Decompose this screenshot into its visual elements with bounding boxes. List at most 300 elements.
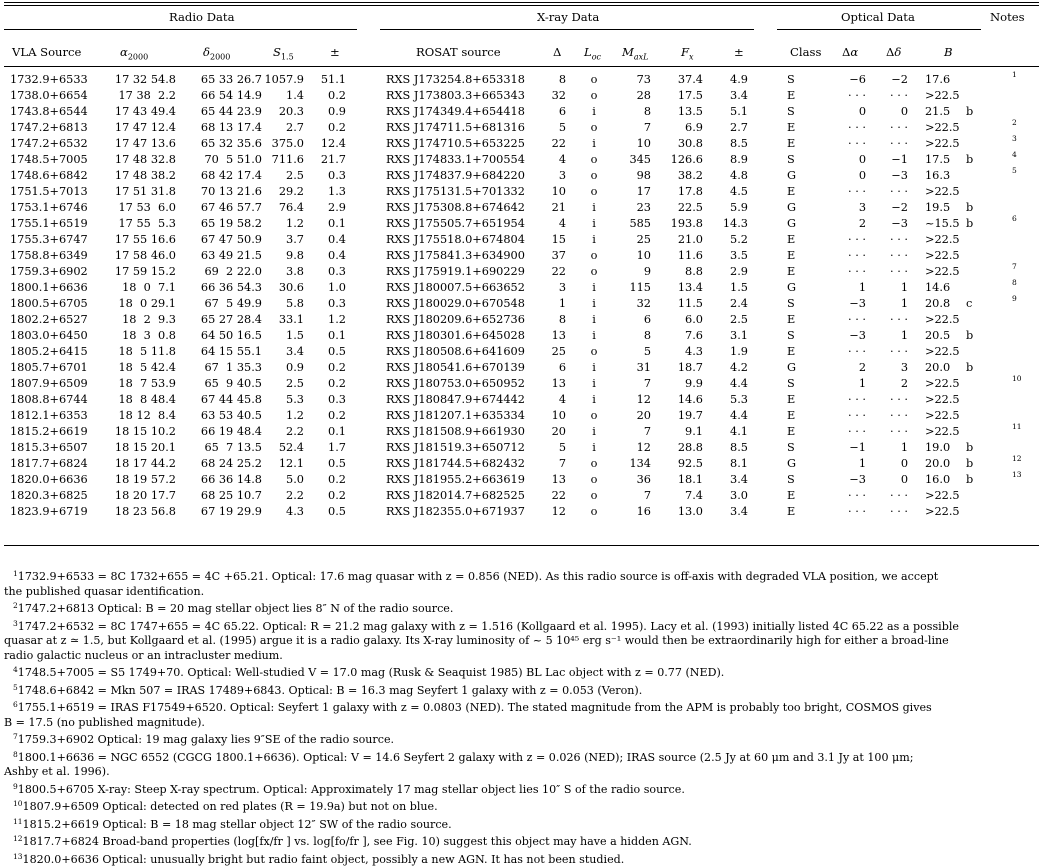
dec: 65 7 13.5 <box>190 441 262 454</box>
d-alpha: · · · <box>838 185 866 198</box>
top-rule <box>4 2 1039 3</box>
fx: 4.3 <box>665 345 703 358</box>
offset: 3 <box>548 281 566 294</box>
loc: i <box>584 425 604 438</box>
d-alpha: −1 <box>838 441 866 454</box>
note-marker: 1 <box>1012 70 1017 79</box>
class: S <box>787 441 807 454</box>
b-mag: >22.5 <box>925 409 963 422</box>
dec: 64 50 16.5 <box>190 329 262 342</box>
class: S <box>787 105 807 118</box>
class: E <box>787 313 807 326</box>
fx-err: 8.5 <box>720 137 748 150</box>
loc: o <box>584 473 604 486</box>
flux-err: 1.0 <box>312 281 346 294</box>
class: E <box>787 505 807 518</box>
d-delta: · · · <box>880 393 908 406</box>
maxl: 25 <box>615 233 651 246</box>
class: E <box>787 249 807 262</box>
flag: b <box>966 105 978 118</box>
loc: o <box>584 249 604 262</box>
class: G <box>787 281 807 294</box>
ra: 17 58 46.0 <box>104 249 176 262</box>
dec: 67 1 35.3 <box>190 361 262 374</box>
offset: 21 <box>548 201 566 214</box>
maxl: 7 <box>615 121 651 134</box>
col-fx: $F_x$ <box>681 45 694 61</box>
b-mag: >22.5 <box>925 377 963 390</box>
fx-err: 3.4 <box>720 89 748 102</box>
fx: 13.0 <box>665 505 703 518</box>
d-alpha: 1 <box>838 457 866 470</box>
footnote: $^{11}$1815.2+6619 Optical: B = 18 mag stellar object 12″ SW of the radio source. <box>4 815 1039 833</box>
dec: 65 32 35.6 <box>190 137 262 150</box>
rosat-source: RXS J180847.9+674442 <box>386 393 536 406</box>
class: S <box>787 73 807 86</box>
rosat-source: RXS J173254.8+653318 <box>386 73 536 86</box>
fx: 28.8 <box>665 441 703 454</box>
rosat-source: RXS J174710.5+653225 <box>386 137 536 150</box>
class: S <box>787 377 807 390</box>
ra: 18 7 53.9 <box>104 377 176 390</box>
col-Delta: Δ <box>553 45 561 59</box>
ra: 18 20 17.7 <box>104 489 176 502</box>
flux-err: 0.1 <box>312 425 346 438</box>
rosat-source: RXS J180541.6+670139 <box>386 361 536 374</box>
rosat-source: RXS J180029.0+670548 <box>386 297 536 310</box>
vla-source: 1732.9+6533 <box>10 73 90 86</box>
d-delta: · · · <box>880 121 908 134</box>
footnote: $^{12}$1817.7+6824 Broad-band properties (log[fx/fr ] vs. log[fo/fr ], see Fig. 10) suggest this object may have a hidden AGN. <box>4 832 1039 850</box>
flux: 711.6 <box>262 153 304 166</box>
fx-err: 3.0 <box>720 489 748 502</box>
vla-source: 1817.7+6824 <box>10 457 90 470</box>
flux: 1.4 <box>262 89 304 102</box>
vla-source: 1808.8+6744 <box>10 393 90 406</box>
class: G <box>787 361 807 374</box>
maxl: 16 <box>615 505 651 518</box>
group-xray: X-ray Data <box>537 10 599 24</box>
note-marker: 9 <box>1012 294 1017 303</box>
d-alpha: 2 <box>838 361 866 374</box>
flag: b <box>966 153 978 166</box>
flux: 52.4 <box>262 441 304 454</box>
flux: 5.3 <box>262 393 304 406</box>
d-delta: · · · <box>880 505 908 518</box>
flux-err: 0.4 <box>312 249 346 262</box>
ra: 18 23 56.8 <box>104 505 176 518</box>
dec: 70 5 51.0 <box>190 153 262 166</box>
note-marker: 3 <box>1012 134 1017 143</box>
offset: 13 <box>548 473 566 486</box>
dec: 64 15 55.1 <box>190 345 262 358</box>
class: E <box>787 89 807 102</box>
maxl: 8 <box>615 105 651 118</box>
d-alpha: 3 <box>838 201 866 214</box>
class: E <box>787 137 807 150</box>
b-mag: 21.5 <box>925 105 963 118</box>
b-mag: >22.5 <box>925 265 963 278</box>
flux-err: 21.7 <box>312 153 346 166</box>
flux: 5.0 <box>262 473 304 486</box>
flux-err: 0.3 <box>312 169 346 182</box>
footnote: $^9$1800.5+6705 X-ray: Steep X-ray spectrum. Optical: Approximately 17 mag stellar object lies 10″ S of the radio source. <box>4 780 1039 798</box>
ra: 17 43 49.4 <box>104 105 176 118</box>
d-delta: 1 <box>880 441 908 454</box>
ra: 18 0 7.1 <box>104 281 176 294</box>
dec: 67 46 57.7 <box>190 201 262 214</box>
class: S <box>787 473 807 486</box>
b-mag: >22.5 <box>925 505 963 518</box>
ra: 17 55 5.3 <box>104 217 176 230</box>
flux: 4.3 <box>262 505 304 518</box>
fx: 6.0 <box>665 313 703 326</box>
dec: 63 49 21.5 <box>190 249 262 262</box>
footnote: $^8$1800.1+6636 = NGC 6552 (CGCG 1800.1+6636). Optical: V = 14.6 Seyfert 2 galaxy with z = 0.026 (NED); IRAS source (2.5 Jy at 60 μm and 3.1 Jy at 100 μm; <box>4 748 1039 766</box>
vla-source: 1815.2+6619 <box>10 425 90 438</box>
flag: b <box>966 361 978 374</box>
dec: 70 13 21.6 <box>190 185 262 198</box>
flux-err: 0.2 <box>312 489 346 502</box>
flux-err: 0.3 <box>312 297 346 310</box>
col-pm1: ± <box>330 45 340 59</box>
d-delta: 0 <box>880 457 908 470</box>
note-marker: 6 <box>1012 214 1017 223</box>
d-delta: −3 <box>880 169 908 182</box>
dec: 66 36 14.8 <box>190 473 262 486</box>
loc: o <box>584 409 604 422</box>
d-delta: −1 <box>880 153 908 166</box>
fx: 11.5 <box>665 297 703 310</box>
fx-err: 5.1 <box>720 105 748 118</box>
fx: 18.7 <box>665 361 703 374</box>
ra: 18 2 9.3 <box>104 313 176 326</box>
loc: i <box>584 377 604 390</box>
loc: i <box>584 313 604 326</box>
fx-err: 5.2 <box>720 233 748 246</box>
flux: 29.2 <box>262 185 304 198</box>
fx-err: 2.5 <box>720 313 748 326</box>
flux: 33.1 <box>262 313 304 326</box>
fx-err: 3.4 <box>720 473 748 486</box>
ra: 18 5 11.8 <box>104 345 176 358</box>
dec: 66 54 14.9 <box>190 89 262 102</box>
maxl: 7 <box>615 377 651 390</box>
fx-err: 4.5 <box>720 185 748 198</box>
flux: 9.8 <box>262 249 304 262</box>
vla-source: 1805.2+6415 <box>10 345 90 358</box>
d-delta: 0 <box>880 105 908 118</box>
fx-err: 2.7 <box>720 121 748 134</box>
b-mag: >22.5 <box>925 89 963 102</box>
maxl: 98 <box>615 169 651 182</box>
d-alpha: 0 <box>838 169 866 182</box>
d-alpha: −6 <box>838 73 866 86</box>
loc: i <box>584 105 604 118</box>
group-radio-line <box>4 29 357 30</box>
d-alpha: −3 <box>838 473 866 486</box>
flag: b <box>966 473 978 486</box>
flux: 3.8 <box>262 265 304 278</box>
flux: 0.9 <box>262 361 304 374</box>
col-da: Δα <box>842 45 858 59</box>
d-delta: · · · <box>880 233 908 246</box>
footnotes <box>4 567 1039 867</box>
b-mag: 16.3 <box>925 169 963 182</box>
rosat-source: RXS J175505.7+651954 <box>386 217 536 230</box>
b-mag: >22.5 <box>925 249 963 262</box>
ra: 17 38 2.2 <box>104 89 176 102</box>
d-delta: 1 <box>880 281 908 294</box>
flux: 2.5 <box>262 169 304 182</box>
fx-err: 4.4 <box>720 409 748 422</box>
offset: 6 <box>548 361 566 374</box>
fx-err: 4.2 <box>720 361 748 374</box>
maxl: 23 <box>615 201 651 214</box>
vla-source: 1807.9+6509 <box>10 377 90 390</box>
flux-err: 0.5 <box>312 505 346 518</box>
flux-err: 0.5 <box>312 457 346 470</box>
loc: i <box>584 329 604 342</box>
vla-source: 1747.2+6813 <box>10 121 90 134</box>
fx: 30.8 <box>665 137 703 150</box>
d-alpha: · · · <box>838 409 866 422</box>
b-mag: 17.6 <box>925 73 963 86</box>
dec: 68 13 17.4 <box>190 121 262 134</box>
maxl: 31 <box>615 361 651 374</box>
group-xray-line <box>380 29 754 30</box>
offset: 6 <box>548 105 566 118</box>
ra: 17 55 16.6 <box>104 233 176 246</box>
flux-err: 0.2 <box>312 121 346 134</box>
dec: 68 42 17.4 <box>190 169 262 182</box>
offset: 10 <box>548 185 566 198</box>
maxl: 12 <box>615 393 651 406</box>
ra: 18 19 57.2 <box>104 473 176 486</box>
offset: 1 <box>548 297 566 310</box>
class: E <box>787 393 807 406</box>
flux-err: 0.1 <box>312 217 346 230</box>
dec: 65 27 28.4 <box>190 313 262 326</box>
d-delta: 1 <box>880 297 908 310</box>
note-marker: 7 <box>1012 262 1017 271</box>
vla-source: 1755.3+6747 <box>10 233 90 246</box>
d-delta: 1 <box>880 329 908 342</box>
d-delta: · · · <box>880 137 908 150</box>
rosat-source: RXS J181744.5+682432 <box>386 457 536 470</box>
footnote-continuation: the published quasar identification. <box>4 585 1039 600</box>
ra: 17 53 6.0 <box>104 201 176 214</box>
vla-source: 1738.0+6654 <box>10 89 90 102</box>
vla-source: 1753.1+6746 <box>10 201 90 214</box>
rosat-source: RXS J182355.0+671937 <box>386 505 536 518</box>
flux: 2.5 <box>262 377 304 390</box>
flux-err: 2.9 <box>312 201 346 214</box>
flux: 1.5 <box>262 329 304 342</box>
class: G <box>787 169 807 182</box>
d-alpha: 0 <box>838 105 866 118</box>
flux-err: 0.2 <box>312 409 346 422</box>
flux: 1.2 <box>262 217 304 230</box>
fx: 37.4 <box>665 73 703 86</box>
fx-err: 4.1 <box>720 425 748 438</box>
col-vla: VLA Source <box>12 45 81 59</box>
loc: o <box>584 121 604 134</box>
b-mag: 19.0 <box>925 441 963 454</box>
ra: 18 17 44.2 <box>104 457 176 470</box>
dec: 67 5 49.9 <box>190 297 262 310</box>
rosat-source: RXS J181955.2+663619 <box>386 473 536 486</box>
d-alpha: · · · <box>838 345 866 358</box>
rosat-source: RXS J175919.1+690229 <box>386 265 536 278</box>
footnote-continuation: quasar at z ≃ 1.5, but Kollgaard et al. (1995) argue it is a radio galaxy. Its X-ray luminosity of ~ 5 10⁴⁵ erg s⁻¹ would then be extraordinarily high for either a broad-line <box>4 634 1039 649</box>
d-delta: −2 <box>880 201 908 214</box>
footnote: $^2$1747.2+6813 Optical: B = 20 mag stellar object lies 8″ N of the radio source. <box>4 599 1039 617</box>
d-alpha: 0 <box>838 153 866 166</box>
flux-err: 0.9 <box>312 105 346 118</box>
b-mag: >22.5 <box>925 137 963 150</box>
d-delta: · · · <box>880 89 908 102</box>
col-delta: $\delta_{2000}$ <box>203 45 230 61</box>
footnote-continuation: radio galactic nucleus or an intracluster medium. <box>4 649 1039 664</box>
rosat-source: RXS J174711.5+681316 <box>386 121 536 134</box>
footnote: $^1$1732.9+6533 = 8C 1732+655 = 4C +65.21. Optical: 17.6 mag quasar with z = 0.856 (NED). As this radio source is off-axis with degraded VLA position, we accept <box>4 567 1039 585</box>
b-mag: 20.8 <box>925 297 963 310</box>
col-rosat: ROSAT source <box>416 45 501 59</box>
offset: 20 <box>548 425 566 438</box>
rosat-source: RXS J181207.1+635334 <box>386 409 536 422</box>
note-marker: 5 <box>1012 166 1017 175</box>
vla-source: 1743.8+6544 <box>10 105 90 118</box>
ra: 18 3 0.8 <box>104 329 176 342</box>
rosat-source: RXS J181519.3+650712 <box>386 441 536 454</box>
fx-err: 5.9 <box>720 201 748 214</box>
dec: 69 2 22.0 <box>190 265 262 278</box>
col-dd: Δδ <box>886 45 901 59</box>
flux: 3.4 <box>262 345 304 358</box>
d-alpha: · · · <box>838 425 866 438</box>
fx-err: 8.1 <box>720 457 748 470</box>
class: E <box>787 265 807 278</box>
maxl: 6 <box>615 313 651 326</box>
footnote-continuation: B = 17.5 (no published magnitude). <box>4 716 1039 731</box>
flux-err: 0.1 <box>312 329 346 342</box>
ra: 17 59 15.2 <box>104 265 176 278</box>
rosat-source: RXS J180508.6+641609 <box>386 345 536 358</box>
fx: 193.8 <box>665 217 703 230</box>
fx-err: 3.5 <box>720 249 748 262</box>
b-mag: >22.5 <box>925 121 963 134</box>
flux-err: 0.3 <box>312 265 346 278</box>
rosat-source: RXS J175308.8+674642 <box>386 201 536 214</box>
maxl: 134 <box>615 457 651 470</box>
ra: 17 48 38.2 <box>104 169 176 182</box>
d-delta: · · · <box>880 409 908 422</box>
flux: 5.8 <box>262 297 304 310</box>
b-mag: 20.0 <box>925 361 963 374</box>
vla-source: 1748.6+6842 <box>10 169 90 182</box>
offset: 5 <box>548 441 566 454</box>
col-B: B <box>944 45 953 59</box>
d-delta: 0 <box>880 473 908 486</box>
flux: 30.6 <box>262 281 304 294</box>
loc: o <box>584 489 604 502</box>
class: E <box>787 121 807 134</box>
loc: i <box>584 393 604 406</box>
ra: 18 15 10.2 <box>104 425 176 438</box>
fx: 7.6 <box>665 329 703 342</box>
fx-err: 2.4 <box>720 297 748 310</box>
ra: 18 12 8.4 <box>104 409 176 422</box>
note-marker: 12 <box>1012 454 1022 463</box>
d-alpha: 1 <box>838 281 866 294</box>
ra: 17 51 31.8 <box>104 185 176 198</box>
vla-source: 1820.0+6636 <box>10 473 90 486</box>
loc: o <box>584 457 604 470</box>
loc: o <box>584 505 604 518</box>
fx-err: 2.9 <box>720 265 748 278</box>
flux: 1.2 <box>262 409 304 422</box>
vla-source: 1755.1+6519 <box>10 217 90 230</box>
group-optical-line <box>777 29 981 30</box>
fx: 13.5 <box>665 105 703 118</box>
note-marker: 11 <box>1012 422 1022 431</box>
fx: 9.9 <box>665 377 703 390</box>
col-s15: $S_{1.5}$ <box>273 45 294 61</box>
offset: 4 <box>548 153 566 166</box>
flag: b <box>966 217 978 230</box>
fx-err: 3.1 <box>720 329 748 342</box>
offset: 5 <box>548 121 566 134</box>
fx: 22.5 <box>665 201 703 214</box>
flux-err: 0.2 <box>312 89 346 102</box>
fx: 6.9 <box>665 121 703 134</box>
vla-source: 1805.7+6701 <box>10 361 90 374</box>
vla-source: 1802.2+6527 <box>10 313 90 326</box>
fx: 8.8 <box>665 265 703 278</box>
vla-source: 1758.8+6349 <box>10 249 90 262</box>
col-alpha: $\alpha_{2000}$ <box>120 45 148 61</box>
offset: 13 <box>548 329 566 342</box>
offset: 32 <box>548 89 566 102</box>
loc: o <box>584 153 604 166</box>
b-mag: >22.5 <box>925 185 963 198</box>
rosat-source: RXS J174837.9+684220 <box>386 169 536 182</box>
class: G <box>787 457 807 470</box>
flux-err: 0.2 <box>312 473 346 486</box>
b-mag: >22.5 <box>925 345 963 358</box>
dec: 65 19 58.2 <box>190 217 262 230</box>
ra: 18 0 29.1 <box>104 297 176 310</box>
maxl: 5 <box>615 345 651 358</box>
offset: 3 <box>548 169 566 182</box>
b-mag: >22.5 <box>925 425 963 438</box>
note-marker: 2 <box>1012 118 1017 127</box>
offset: 4 <box>548 393 566 406</box>
ra: 17 47 13.6 <box>104 137 176 150</box>
b-mag: >22.5 <box>925 489 963 502</box>
vla-source: 1820.3+6825 <box>10 489 90 502</box>
loc: i <box>584 201 604 214</box>
b-mag: 14.6 <box>925 281 963 294</box>
fx-err: 5.3 <box>720 393 748 406</box>
d-alpha: · · · <box>838 89 866 102</box>
flux: 2.7 <box>262 121 304 134</box>
fx-err: 4.8 <box>720 169 748 182</box>
ra: 17 47 12.4 <box>104 121 176 134</box>
maxl: 8 <box>615 329 651 342</box>
d-delta: · · · <box>880 425 908 438</box>
